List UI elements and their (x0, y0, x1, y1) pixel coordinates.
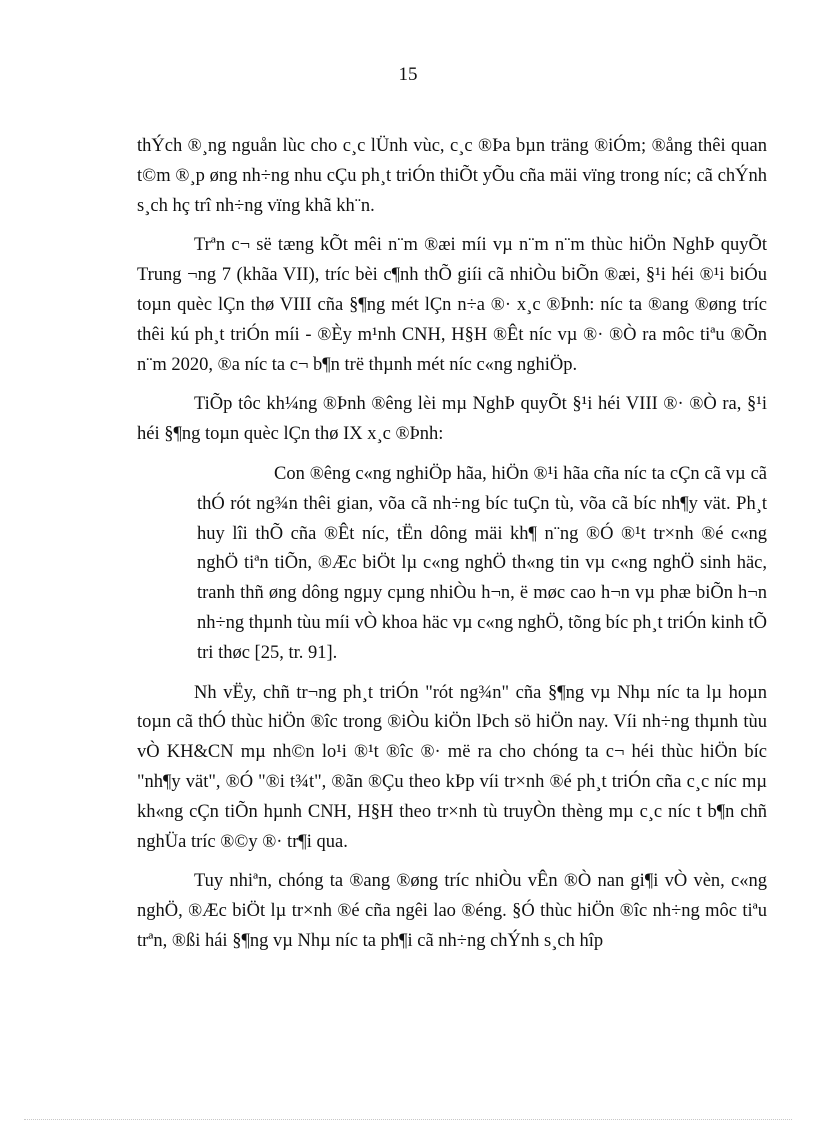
page-bottom-divider (24, 1119, 792, 1120)
page-number: 15 (398, 64, 418, 85)
paragraph-shortcut-development: Nh vËy, chñ tr¬ng ph¸t triÓn "rót ng¾n" cña §¶ng vµ Nhµ níc ta lµ hoµn toµn cã thÓ thùc hiÖn ®îc trong ®iÒu kiÖn lÞch sö hiÖn nay. Víi nh÷ng thµnh tùu vÒ KH&CN mµ nh©n lo¹i ®¹t ®îc ®· më ra cho chóng ta c¬ héi thùc hiÖn bíc "nh¶y vät", ®Ó "®i t¾t", ®ãn ®Çu theo kÞp víi tr×nh ®é ph¸t triÓn cña c¸c níc mµ kh«ng cÇn tiÕn hµnh CNH, H§H theo tr×nh tù truyÒn thèng mµ c¸c níc t b¶n chñ nghÜa tríc ®©y ®· tr¶i qua. (137, 682, 767, 852)
paragraph-congress-viii: Trªn c¬ së tæng kÕt mêi n¨m ®æi míi vµ n¨m n¨m thùc hiÖn NghÞ quyÕt Trung ¬ng 7 (khãa VII), tríc bèi c¶nh thÕ giíi cã nhiÒu biÕn ®æi, §¹i héi ®¹i biÓu toµn quèc lÇn thø VIII cña §¶ng mét lÇn n÷a ®· x¸c ®Þnh: níc ta ®ang ®øng tríc thêi kú ph¸t triÓn míi - ®Èy m¹nh CNH, H§H ®Êt níc vµ ®· ®Ò ra môc tiªu ®Õn n¨m 2020, ®a níc ta c¬ b¶n trë thµnh mét níc c«ng nghiÖp. (137, 235, 767, 375)
paragraph-continuation: thÝch ®¸ng nguån lùc cho c¸c lÜnh vùc, c¸c ®Þa bµn träng ®iÓm; ®ång thêi quan t©m ®¸p øng nh÷ng nhu cÇu ph¸t triÓn thiÕt yÕu cña mäi vïng trong níc; cã chÝnh s¸ch hç trî nh÷ng vïng khã kh¨n. (137, 136, 767, 216)
paragraph-challenges: Tuy nhiªn, chóng ta ®ang ®øng tríc nhiÒu vÊn ®Ò nan gi¶i vÒ vèn, c«ng nghÖ, ®Æc biÖt lµ tr×nh ®é cña ngêi lao ®éng. §Ó thùc hiÖn ®îc nh÷ng môc tiªu trªn, ®ßi hái §¶ng vµ Nhµ níc ta ph¶i cã nh÷ng chÝnh s¸ch hîp (137, 871, 767, 951)
paragraph-congress-ix: TiÕp tôc kh¼ng ®Þnh ®êng lèi mµ NghÞ quyÕt §¹i héi VIII ®· ®Ò ra, §¹i héi §¶ng toµn quèc lÇn thø IX x¸c ®Þnh: (137, 394, 767, 445)
document-body (137, 132, 767, 967)
block-quote: Con ®êng c«ng nghiÖp hãa, hiÖn ®¹i hãa cña níc ta cÇn cã vµ cã thÓ rót ng¾n thêi gian, võa cã nh÷ng bíc tuÇn tù, võa cã bíc nh¶y vät. Ph¸t huy lîi thÕ cña ®Êt níc, tËn dông mäi kh¶ n¨ng ®Ó ®¹t tr×nh ®é c«ng nghÖ tiªn tiÕn, ®Æc biÖt lµ c«ng nghÖ th«ng tin vµ c«ng nghÖ sinh häc, tranh thñ øng dông ngµy cµng nhiÒu h¬n, ë møc cao h¬n vµ phæ biÕn h¬n nh÷ng thµnh tùu míi vÒ khoa häc vµ c«ng nghÖ, tõng bíc ph¸t triÓn kinh tÕ tri thøc [25, tr. 91]. (197, 463, 767, 663)
